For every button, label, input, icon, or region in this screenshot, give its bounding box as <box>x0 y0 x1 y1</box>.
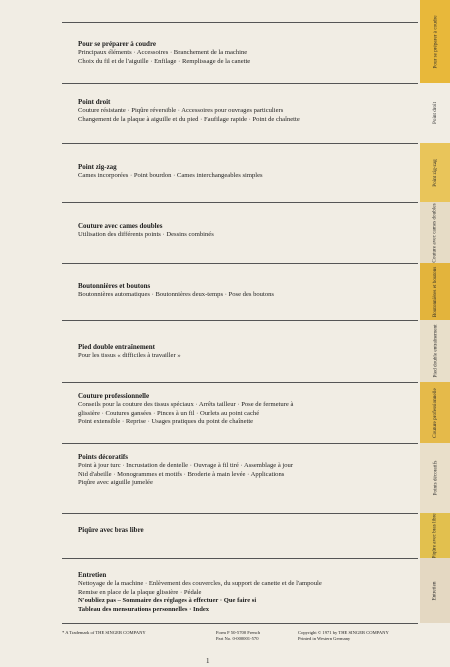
trademark-note: * A Trademark of THE SINGER COMPANY <box>62 630 146 635</box>
entry-line <box>78 49 408 58</box>
section-title: Piqûre avec bras libre <box>78 526 144 534</box>
entry-line <box>78 479 408 488</box>
part-line: Part No. 0-000001-570 <box>216 636 259 641</box>
toc-section <box>78 163 408 181</box>
tab-label: Pied double entraînement <box>432 324 439 378</box>
toc-entry: Nid d'abeille <box>78 470 112 478</box>
index-tab[interactable] <box>420 443 450 514</box>
entry-line <box>78 172 408 181</box>
entry-line <box>78 291 408 300</box>
toc-entry: Accessoires pour ouvrages particuliers <box>181 107 284 114</box>
entry-line <box>78 418 408 427</box>
index-tab[interactable] <box>420 143 450 203</box>
separator-dot: · <box>198 115 204 123</box>
index-tab[interactable] <box>420 83 450 144</box>
section-title: Pied double entraînement <box>78 343 155 351</box>
separator-dot: · <box>247 115 253 123</box>
toc-entry: Changement de la plaque à aiguille et du pied <box>78 115 199 123</box>
tab-label: Point droit <box>432 101 438 125</box>
index-tab[interactable] <box>420 558 450 624</box>
entry-line <box>78 401 408 410</box>
tab-label: Point zig-zag <box>431 158 438 187</box>
separator-dot: · <box>120 418 126 426</box>
section-divider <box>62 623 418 624</box>
toc-section <box>78 282 408 300</box>
section-entries <box>78 401 408 427</box>
toc-entry: Tableau des mensurations personnelles · Index <box>78 605 210 613</box>
toc-section <box>78 453 408 488</box>
toc-entry: Remplissage de la canette <box>181 57 251 65</box>
entry-line <box>78 410 408 419</box>
toc-entry: Ouvrage à fil tiré <box>193 462 239 469</box>
separator-dot: · <box>148 57 155 65</box>
separator-dot: · <box>111 470 118 478</box>
toc-entry: Monogrammes et motifs <box>117 470 182 478</box>
toc-entry: Point de chaînette <box>252 115 300 123</box>
section-entries <box>78 352 408 361</box>
toc-section <box>78 222 408 240</box>
separator-dot: · <box>151 409 157 417</box>
index-tab[interactable] <box>420 263 450 321</box>
tab-strip-end <box>420 623 450 667</box>
toc-entry: Accessoires <box>136 49 169 56</box>
toc-section <box>78 343 408 361</box>
tab-label: Pour se préparer à coudre <box>432 14 439 69</box>
toc-entry: Enlèvement des couvercles, du support de canette et de l'ampoule <box>148 580 322 587</box>
entry-line <box>78 471 408 480</box>
toc-entry: Cames interchangeables simples <box>176 172 263 179</box>
toc-section <box>78 526 408 535</box>
separator-dot: · <box>178 588 184 596</box>
toc-entry: Incrustation de dentelle <box>126 462 189 469</box>
copyright-line: Copyright © 1971 by THE SINGER COMPANY <box>298 630 389 635</box>
entry-line <box>78 58 408 67</box>
section-entries <box>78 172 408 181</box>
separator-dot: · <box>193 401 199 408</box>
toc-entry: Point bourdon <box>133 172 172 179</box>
toc-entry: Arrêts tailleur <box>198 401 236 408</box>
index-tab[interactable] <box>420 382 450 444</box>
toc-entry: glissière <box>78 409 100 417</box>
section-divider <box>62 320 418 321</box>
separator-dot: · <box>149 291 156 298</box>
toc-entry: Faufilage rapide <box>203 115 248 123</box>
entry-line <box>78 462 408 471</box>
copyright <box>298 630 389 642</box>
toc-entry: Utilisation des différents points <box>78 231 161 238</box>
separator-dot: · <box>168 49 174 56</box>
toc-entry: Boutonnières deux-temps <box>155 291 224 298</box>
section-divider <box>62 558 418 559</box>
section-title: Point droit <box>78 98 111 106</box>
separator-dot: · <box>125 107 132 114</box>
separator-dot: · <box>143 580 149 587</box>
tab-label: Couture professionnelle <box>432 387 439 438</box>
toc-entry: Ourlets au point caché <box>200 409 260 417</box>
index-tab[interactable] <box>420 202 450 264</box>
separator-dot: · <box>145 418 152 426</box>
toc-entry: Principaux éléments <box>78 49 132 56</box>
separator-dot: · <box>181 470 188 478</box>
toc-entry: Branchement de la machine <box>173 49 248 56</box>
toc-section <box>78 40 408 66</box>
toc-section <box>78 392 408 427</box>
toc-entry: Choix du fil et de l'aiguille <box>78 57 149 65</box>
tab-label: Points décoratifs <box>432 460 439 496</box>
tab-label: Boutonnières et boutons <box>432 266 438 317</box>
separator-dot: · <box>171 172 177 179</box>
toc-entry: Boutonnières automatiques <box>78 291 150 298</box>
form-number <box>216 630 260 642</box>
separator-dot: · <box>188 462 194 469</box>
entry-line <box>78 597 408 606</box>
section-title: Couture professionnelle <box>78 392 150 400</box>
section-divider <box>62 22 418 23</box>
printed-line: Printed in Western Germany <box>298 636 351 641</box>
toc-entry: Piqûre avec aiguille jumelée <box>78 479 153 487</box>
toc-entry: Point à jour turc <box>78 462 121 469</box>
toc-entry: Remise en place de la plaque glissière <box>78 588 179 596</box>
separator-dot: · <box>245 470 251 478</box>
toc-entry: Couture résistante <box>78 107 126 114</box>
toc-entry: Applications <box>250 470 285 478</box>
toc-section <box>78 571 408 614</box>
page-number: 1 <box>206 657 210 665</box>
toc-entry: Enfilage <box>154 57 177 65</box>
section-entries <box>78 49 408 66</box>
toc-entry: Dessins combinés <box>166 231 214 238</box>
toc-entry: Que faire si <box>223 597 257 605</box>
toc-entry: Pinces à un fil <box>156 409 195 417</box>
toc-entry: Piqûre réversible <box>131 107 177 114</box>
separator-dot: · <box>128 172 134 179</box>
entry-line <box>78 116 408 125</box>
section-entries <box>78 291 408 300</box>
separator-dot: · <box>218 597 224 605</box>
index-tabs <box>420 0 450 667</box>
section-title: Couture avec cames doubles <box>78 222 163 230</box>
separator-dot: · <box>176 57 182 65</box>
toc-entry: Assemblage à jour <box>243 462 294 469</box>
separator-dot: · <box>176 107 182 114</box>
separator-dot: · <box>194 409 200 417</box>
toc-entry: Point extensible <box>78 418 121 426</box>
section-divider <box>62 263 418 264</box>
index-tab[interactable] <box>420 513 450 559</box>
section-divider <box>62 513 418 514</box>
form-line: Form F 50-5700 French <box>216 630 261 635</box>
index-tab[interactable] <box>420 0 450 84</box>
toc-entry: Pédale <box>183 588 202 596</box>
toc-entry: Conseils pour la couture des tissus spéciaux <box>78 401 194 408</box>
toc-entry: Nettoyage de la machine <box>78 580 144 587</box>
section-divider <box>62 202 418 203</box>
toc-entry: Reprise <box>125 418 146 426</box>
separator-dot: · <box>131 49 137 56</box>
section-title: Point zig-zag <box>78 163 117 171</box>
toc-entry: N'oubliez pas – Sommaire des réglages à effectuer <box>78 597 219 605</box>
section-title: Pour se préparer à coudre <box>78 40 157 48</box>
section-title: Boutonnières et boutons <box>78 282 151 290</box>
entry-line <box>78 580 408 589</box>
toc-entry: Coutures gansées <box>105 409 152 417</box>
toc-entry: Pour les tissus « difficiles à travailler » <box>78 352 181 359</box>
separator-dot: · <box>223 291 229 298</box>
section-title: Points décoratifs <box>78 453 128 461</box>
section-divider <box>62 382 418 383</box>
toc-entry: Pose des boutons <box>228 291 274 298</box>
section-entries <box>78 231 408 240</box>
toc-entry: Usages pratiques du point de chaînette <box>151 418 254 426</box>
section-entries <box>78 462 408 488</box>
entry-line <box>78 352 408 361</box>
entry-line <box>78 589 408 598</box>
toc-entry: Broderie à main levée <box>187 470 246 478</box>
toc-entry: Pose de fermeture à <box>241 401 294 408</box>
entry-line <box>78 107 408 116</box>
separator-dot: · <box>238 462 244 469</box>
section-title: Entretien <box>78 571 107 579</box>
section-entries <box>78 580 408 614</box>
entry-line <box>78 231 408 240</box>
toc-section <box>78 98 408 124</box>
separator-dot: · <box>160 231 167 238</box>
section-divider <box>62 83 418 84</box>
section-divider <box>62 143 418 144</box>
separator-dot: · <box>235 401 242 408</box>
tab-label: Entretien <box>431 580 438 601</box>
tab-label: Couture avec cames doubles <box>432 202 439 263</box>
section-divider <box>62 443 418 444</box>
separator-dot: · <box>120 462 127 469</box>
separator-dot: · <box>99 409 106 417</box>
index-tab[interactable] <box>420 320 450 383</box>
section-entries <box>78 107 408 124</box>
tab-label: Piqûre avec bras libre <box>432 512 438 559</box>
toc-entry: Cames incorporées <box>78 172 129 179</box>
